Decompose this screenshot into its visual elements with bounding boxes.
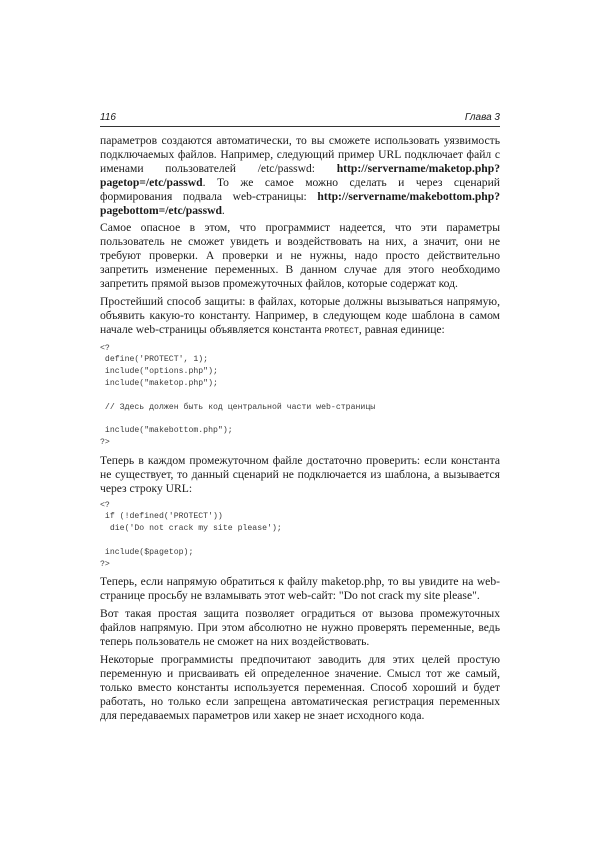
code-block-check	[100, 500, 500, 571]
paragraph-3-text: Простейший способ защиты: в файлах, которые должны вызываться напрямую, объявить какую-то константу. Например, в следующем коде шаблона в самом начале web-страницы объявляется константа	[100, 294, 500, 336]
code-line: ?>	[100, 559, 110, 569]
paragraph-1-text-c: .	[221, 203, 225, 217]
paragraph-3-tail: , равная единице:	[358, 322, 445, 336]
paragraph-1-text-b: . То же самое можно сделать и через сценарий формирования подвала web-страницы:	[100, 175, 500, 203]
paragraph-3	[100, 295, 500, 339]
paragraph-6: Вот такая простая защита позволяет оградиться от вызова промежуточных файлов напрямую. При этом абсолютно не нужно проверять переменные, ведь теперь пользователь не сможет на них воздействовать.	[100, 607, 500, 648]
page-number: 116	[100, 112, 116, 123]
code-line: define('PROTECT', 1);	[100, 355, 209, 365]
code-line: include("options.php");	[100, 367, 218, 377]
code-line: die('Do not crack my site please');	[100, 524, 282, 534]
code-line	[100, 390, 500, 402]
code-block-template	[100, 343, 500, 449]
chapter-title: Глава 3	[464, 112, 500, 123]
page-body	[100, 134, 500, 726]
code-line: if (!defined('PROTECT'))	[100, 512, 223, 522]
code-line	[100, 535, 500, 547]
paragraph-7: Некоторые программисты предпочитают заводить для этих целей простую переменную и присваивать ей определенное значение. Смысл тот же самый, только вместо константы используется переменная. Способ хороший и будет работать, но только если запрещена автоматическая регистрация переменных для передаваемых параметров или хакер не знает исходного кода.	[100, 652, 500, 722]
paragraph-4: Теперь в каждом промежуточном файле достаточно проверить: если константа не существует, то данный сценарий не подключается из шаблона, а вызывается через строку URL:	[100, 453, 500, 495]
code-line: ?>	[100, 438, 110, 448]
inline-code-protect: PROTECT	[324, 326, 359, 336]
paragraph-1-text-a: параметров создаются автоматически, то вы сможете использовать уязвимость подключаемых файлов. Например, следующий пример URL подключает файл с именами пользователей /etc/passwd:	[100, 134, 500, 175]
code-line: include($pagetop);	[100, 547, 194, 557]
url-makebottom: http://servername/makebottom.php?pagebottom=/etc/passwd	[100, 189, 500, 217]
code-line	[100, 413, 500, 425]
paragraph-5: Теперь, если напрямую обратиться к файлу maketop.php, то вы увидите на web-странице просьбу не взламывать этот web-сайт: "Do not crack my site please".	[100, 575, 500, 603]
running-header	[100, 112, 500, 123]
code-line: <?	[100, 500, 110, 510]
code-line: // Здесь должен быть код центральной части web-страницы	[100, 402, 376, 412]
header-rule	[100, 126, 500, 127]
paragraph-1	[100, 134, 500, 217]
url-maketop: http://servername/maketop.php?pagetop=/etc/passwd	[100, 161, 500, 189]
paragraph-2: Самое опасное в этом, что программист надеется, что эти параметры пользователь не сможет увидеть и воздействовать на них, а значит, они не требуют проверки. А проверки и не нужны, надо просто действительно запретить изменение переменных. В данном случае для этого необходимо запретить прямой вызов промежуточных файлов, которые содержат код.	[100, 221, 500, 291]
code-line: include("maketop.php");	[100, 379, 218, 389]
code-line: include("makebottom.php");	[100, 426, 233, 436]
code-line: <?	[100, 343, 110, 353]
